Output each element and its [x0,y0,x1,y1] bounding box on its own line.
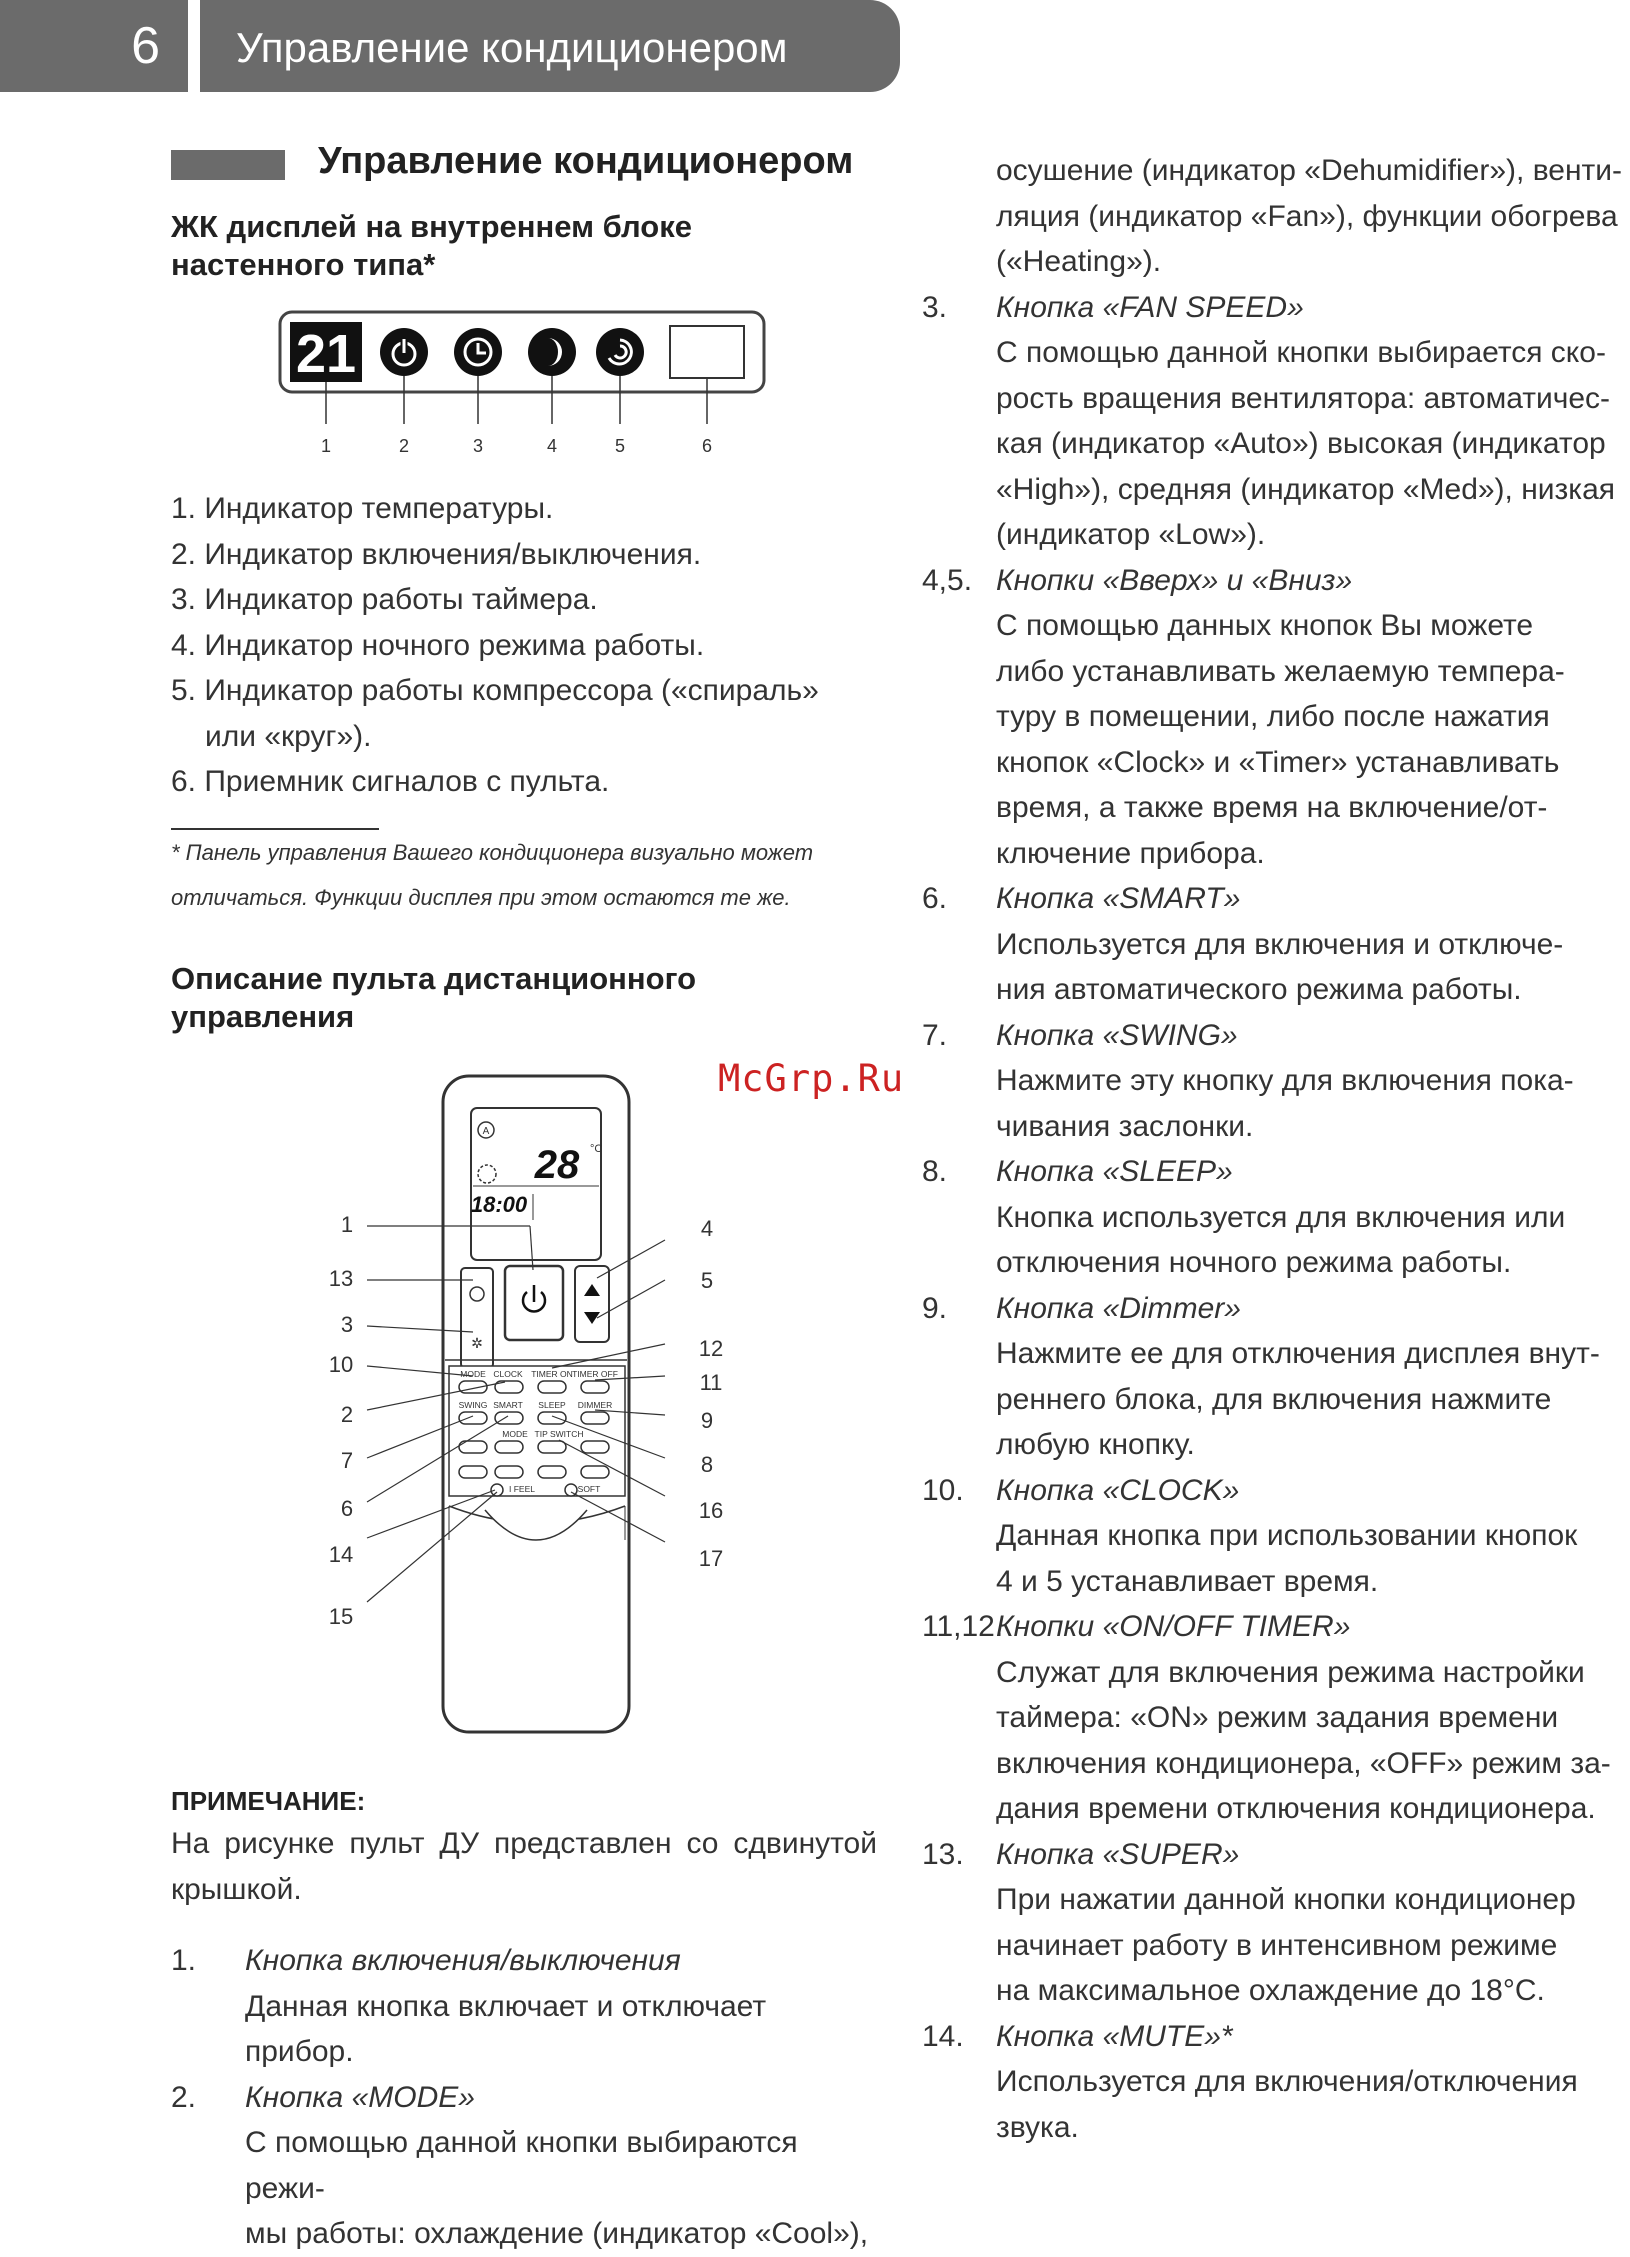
item-title: Кнопки «Вверх» и «Вниз» [996,563,1353,597]
item-line: чивания заслонки. [996,1109,1254,1143]
remote-label-17: 17 [698,1546,724,1571]
list-item: 2. Индикатор включения/выключения. [171,537,702,571]
timer-indicator-icon [454,328,502,376]
item-title: Кнопки «ON/OFF TIMER» [996,1610,1351,1643]
fan-speed-icon: ✲ [471,1335,483,1351]
indicator-list [171,486,877,805]
item-line: любую кнопку. [996,1428,1195,1461]
remote-title-1: Описание пульта дистанционного [171,961,697,996]
item-line: отключения ночного режима работы. [996,1246,1512,1279]
remote-control-diagram [325,1070,725,1740]
item-line: время, а также время на включение/от- [996,791,1548,824]
item-number: 2. [171,2080,197,2114]
btn-label-smart: SMART [493,1400,523,1410]
power-button[interactable] [505,1266,563,1340]
remote-label-11: 11 [699,1370,723,1395]
item-line: реннего блока, для включения нажмите [996,1382,1552,1416]
footnote-line-1: * Панель управления Вашего кондиционера визуально может [171,840,814,865]
item-number: 8. [922,1155,948,1188]
item-title: Кнопка «FAN SPEED» [996,290,1304,324]
btn-label-swing: SWING [458,1400,488,1410]
item-line: мы работы: охлаждение (индикатор «Cool»), [245,2217,869,2250]
item-line: С помощью данной кнопки выбирается ско- [996,336,1606,369]
item-line: рость вращения вентилятора: автоматичес- [996,381,1611,415]
remote-title-2: управления [171,999,355,1034]
btn-label-sleep: SLEEP [538,1400,566,1410]
item-title: Кнопка «SMART» [996,882,1241,915]
btn-label-clock: CLOCK [493,1369,523,1379]
lcd-digits: 21 [295,324,357,384]
page-number: 6 [131,17,160,75]
item-line: либо устанавливать желаемую темпера- [996,654,1565,688]
btn-label-timer-on: TIMER ON [531,1369,573,1379]
item-number: 6. [922,882,948,915]
remote-label-13: 13 [328,1266,354,1291]
btn-label-dimmer: DIMMER [577,1400,613,1410]
watermark: McGrp.Ru [718,1057,905,1100]
item-number: 9. [922,1291,948,1325]
remote-label-12: 12 [698,1336,724,1361]
item-number: 3. [922,290,948,324]
remote-label-10: 10 [328,1352,354,1377]
signal-receiver [670,326,744,378]
remote-label-8: 8 [700,1452,714,1477]
svg-text:A: A [482,1126,490,1137]
item-line: звука. [996,2110,1079,2144]
footnote-line-2: отличаться. Функции дисплея при этом остаются те же. [171,885,791,910]
section-marker [171,150,285,180]
item-line: на максимальное охлаждение до 18°С. [996,1974,1545,2007]
text-line: ляция (индикатор «Fan»), функции обогрева [996,199,1618,233]
remote-clock: 18:00 [470,1192,528,1217]
list-item [922,1149,1628,1286]
item-number: 4,5. [922,563,973,597]
item-line: туру в помещении, либо после нажатия [996,700,1550,733]
remote-label-15: 15 [328,1604,354,1629]
list-item [922,285,1628,558]
up-down-buttons[interactable] [575,1266,609,1342]
compressor-indicator-icon [596,328,644,376]
text-line: осушение (индикатор «Dehumidifier»), венти- [996,154,1623,187]
list-item [922,876,1628,1013]
intro-text [996,148,1628,285]
btn-label-timer-off: TIMER OFF [572,1369,618,1379]
item-title: Кнопка «MUTE»* [996,2019,1233,2053]
item-title: Кнопка «Dimmer» [996,1291,1241,1325]
list-item [922,1604,1628,1832]
item-line: С помощью данной кнопки выбираются режи- [245,2126,798,2205]
item-line: таймера: «ON» режим задания времени [996,1701,1559,1734]
item-title: Кнопка «SLEEP» [996,1155,1233,1188]
btn-label-i-feel: I FEEL [509,1484,535,1494]
remote-label-5: 5 [700,1268,714,1293]
note-line-2: крышкой. [171,1872,302,1906]
list-item: 3. Индикатор работы таймера. [171,583,598,616]
item-line: Нажмите эту кнопку для включения пока- [996,1064,1574,1097]
list-item [171,1938,877,2075]
item-line: «High»), средняя (индикатор «Med»), низкая [996,472,1616,506]
note-block [171,1786,877,1912]
item-line: Нажмите ее для отключения дисплея внут- [996,1337,1600,1370]
remote-label-16: 16 [698,1498,724,1523]
list-item: 4. Индикатор ночного режима работы. [171,628,705,662]
btn-label-tip-switch: TIP SWITCH [534,1429,584,1439]
list-item [922,1468,1628,1605]
list-item: 1. Индикатор температуры. [171,492,554,525]
footnote [171,830,877,920]
lcd-label-5: 5 [614,436,626,456]
right-items [922,285,1628,2151]
right-column [922,148,1628,2150]
lcd-label-6: 6 [701,436,713,456]
night-mode-indicator-icon [528,328,576,376]
item-line: начинает работу в интенсивном режиме [996,1928,1558,1962]
btn-label-soft: SOFT [577,1484,601,1494]
list-item [922,2014,1628,2151]
item-line: Используется для включения/отключения [996,2065,1578,2098]
note-line-1: На рисунке пульт ДУ представлен со сдвинутой [171,1827,877,1860]
item-line: включения кондиционера, «OFF» режим за- [996,1746,1611,1780]
list-item [922,1286,1628,1468]
lcd-label-2: 2 [398,436,410,456]
list-item [922,1013,1628,1150]
item-number: 13. [922,1837,964,1871]
btn-label-mode-2: MODE [502,1429,528,1439]
item-line: кая (индикатор «Auto») высокая (индикатор [996,427,1606,460]
lcd-label-4: 4 [546,436,558,456]
list-item: 6. Приемник сигналов с пульта. [171,765,610,798]
left-items [171,1938,877,2257]
item-line: Данная кнопка при использовании кнопок [996,1519,1578,1552]
item-line: ключение прибора. [996,836,1265,870]
item-number: 14. [922,2019,964,2053]
lcd-label-3: 3 [472,436,484,456]
remote-temp: 28 [534,1143,580,1187]
item-title: Кнопка включения/выключения [245,1944,681,1977]
item-number: 1. [171,1944,197,1977]
lcd-title-2: настенного типа* [171,247,436,282]
item-line: (индикатор «Low»). [996,518,1266,551]
page-number-tab [0,0,188,92]
btn-label-mode: MODE [460,1369,486,1379]
remote-label-2: 2 [340,1402,354,1427]
item-line: Кнопка используется для включения или [996,1200,1566,1234]
lcd-label-1: 1 [320,436,332,456]
power-indicator-icon [380,328,428,376]
remote-label-7: 7 [340,1448,354,1473]
item-line: Используется для включения и отключе- [996,927,1564,961]
remote-label-4: 4 [700,1216,714,1241]
item-title: Кнопка «CLOCK» [996,1473,1240,1507]
header-title: Управление кондиционером [200,0,900,92]
remote-label-6: 6 [340,1496,354,1521]
item-line: кнопок «Clock» и «Timer» устанавливать [996,745,1560,779]
item-title: Кнопка «SUPER» [996,1837,1240,1871]
item-line: Данная кнопка включает и отключает прибор. [245,1989,767,2068]
remote-label-9: 9 [700,1408,714,1433]
item-line: Служат для включения режима настройки [996,1655,1585,1689]
item-line: С помощью данных кнопок Вы можете [996,609,1534,642]
indoor-display-diagram [278,308,778,468]
list-item [922,558,1628,877]
remote-unit: °C [590,1143,603,1155]
item-line: 4 и 5 устанавливает время. [996,1564,1379,1598]
item-number: 7. [922,1018,948,1052]
section-title: Управление кондиционером [318,140,854,182]
remote-label-1: 1 [340,1212,354,1237]
lcd-title-1: ЖК дисплей на внутреннем блоке [171,209,692,244]
remote-label-3: 3 [340,1312,354,1337]
remote-label-14: 14 [328,1542,354,1567]
item-line: дания времени отключения кондиционера. [996,1792,1596,1825]
list-item [171,2075,877,2257]
text-line: («Heating»). [996,245,1162,278]
list-item: или «круг»). [205,719,372,753]
item-title: Кнопка «SWING» [996,1018,1238,1052]
item-number: 10. [922,1473,964,1507]
note-title: ПРИМЕЧАНИЕ: [171,1786,366,1816]
item-number: 11,12. [922,1610,1004,1643]
list-item: 5. Индикатор работы компрессора («спираль» [171,674,819,707]
item-title: Кнопка «MODE» [245,2080,475,2114]
item-line: При нажатии данной кнопки кондиционер [996,1883,1576,1916]
item-line: ния автоматического режима работы. [996,973,1522,1006]
list-item [922,1832,1628,2014]
